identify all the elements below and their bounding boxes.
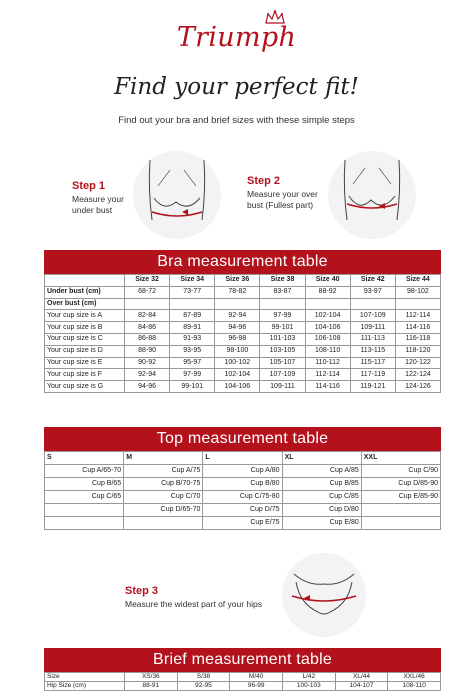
table-cell: Under bust (cm) bbox=[45, 286, 125, 298]
table-cell: 104-106 bbox=[305, 322, 350, 334]
table-cell: 92-94 bbox=[125, 369, 170, 381]
table-cell: 99-101 bbox=[260, 322, 305, 334]
table-cell bbox=[305, 298, 350, 310]
table-cell: Your cup size is C bbox=[45, 333, 125, 345]
header-cell: L bbox=[203, 452, 282, 465]
table-cell: Cup D/65-70 bbox=[124, 504, 203, 517]
table-cell: 109-111 bbox=[260, 381, 305, 393]
table-cell: 110-112 bbox=[305, 357, 350, 369]
table-cell: Cup B/80 bbox=[203, 478, 282, 491]
table-cell: Cup B/65 bbox=[45, 478, 124, 491]
table-cell: 101-103 bbox=[260, 333, 305, 345]
table-row bbox=[45, 322, 441, 334]
header-cell: Size 40 bbox=[305, 275, 350, 287]
table-cell: 104-106 bbox=[215, 381, 260, 393]
bra-table-header-row bbox=[45, 275, 441, 287]
step-3 bbox=[125, 585, 285, 610]
under-bust-illustration bbox=[130, 150, 225, 240]
header-cell: XL bbox=[282, 452, 361, 465]
table-cell: Cup B/70-75 bbox=[124, 478, 203, 491]
table-cell: 68-72 bbox=[125, 286, 170, 298]
table-cell bbox=[395, 298, 440, 310]
table-cell: Hip Size (cm) bbox=[45, 682, 125, 691]
table-row bbox=[45, 682, 441, 691]
table-cell: 83-87 bbox=[260, 286, 305, 298]
top-table-header-row bbox=[45, 452, 441, 465]
table-cell: Cup D/85-90 bbox=[361, 478, 440, 491]
table-cell: Cup A/85 bbox=[282, 465, 361, 478]
step-1-text: Measure your under bust bbox=[72, 194, 124, 215]
step-2-title: Step 2 bbox=[247, 175, 281, 187]
step-2-text: Measure your over bust (Fullest part) bbox=[247, 189, 318, 210]
table-cell: Your cup size is E bbox=[45, 357, 125, 369]
table-cell: Size bbox=[45, 673, 125, 682]
table-cell: L/42 bbox=[282, 673, 335, 682]
header-cell bbox=[45, 275, 125, 287]
table-cell: 106-108 bbox=[305, 333, 350, 345]
top-table-title: Top measurement table bbox=[44, 427, 441, 451]
header-cell: Size 44 bbox=[395, 275, 440, 287]
brief-table-grid bbox=[44, 672, 441, 691]
table-cell bbox=[124, 517, 203, 530]
table-cell: 109-111 bbox=[350, 322, 395, 334]
table-cell bbox=[45, 504, 124, 517]
table-cell bbox=[350, 298, 395, 310]
step-3-title: Step 3 bbox=[125, 585, 159, 597]
table-cell: 112-114 bbox=[305, 369, 350, 381]
table-cell: 73-77 bbox=[170, 286, 215, 298]
table-cell: Cup C/85 bbox=[282, 491, 361, 504]
table-cell: Cup D/80 bbox=[282, 504, 361, 517]
table-cell: Your cup size is B bbox=[45, 322, 125, 334]
table-cell: XS/36 bbox=[125, 673, 178, 682]
table-cell: Cup E/75 bbox=[203, 517, 282, 530]
table-cell: 90-92 bbox=[125, 357, 170, 369]
table-cell: 119-121 bbox=[350, 381, 395, 393]
top-table-grid bbox=[44, 451, 441, 530]
table-cell: 88-90 bbox=[125, 345, 170, 357]
table-cell: 98-102 bbox=[395, 286, 440, 298]
table-cell: 118-120 bbox=[395, 345, 440, 357]
table-cell: M/40 bbox=[230, 673, 283, 682]
over-bust-illustration bbox=[325, 150, 420, 240]
table-cell: 82-84 bbox=[125, 310, 170, 322]
table-cell: Cup C/90 bbox=[361, 465, 440, 478]
table-cell: 108-110 bbox=[305, 345, 350, 357]
header-cell: Size 36 bbox=[215, 275, 260, 287]
table-cell: 102-104 bbox=[215, 369, 260, 381]
table-cell: 112-114 bbox=[395, 310, 440, 322]
brief-table-title: Brief measurement table bbox=[44, 648, 441, 672]
table-cell: 97-99 bbox=[170, 369, 215, 381]
bra-measurement-table bbox=[44, 250, 441, 393]
table-cell: 88-91 bbox=[125, 682, 178, 691]
step-3-text: Measure the widest part of your hips bbox=[125, 599, 263, 609]
table-cell: 96-99 bbox=[230, 682, 283, 691]
table-cell: 84-86 bbox=[125, 322, 170, 334]
table-cell: Cup A/65-70 bbox=[45, 465, 124, 478]
table-cell: 111-113 bbox=[350, 333, 395, 345]
table-row bbox=[45, 357, 441, 369]
header-cell: S bbox=[45, 452, 124, 465]
table-cell: XL/44 bbox=[335, 673, 388, 682]
table-cell: 102-104 bbox=[305, 310, 350, 322]
table-cell: Your cup size is G bbox=[45, 381, 125, 393]
table-cell: 100-102 bbox=[215, 357, 260, 369]
table-cell: 105-107 bbox=[260, 357, 305, 369]
brand-logo: Triumph bbox=[176, 22, 297, 53]
table-cell bbox=[45, 517, 124, 530]
table-cell: 108-110 bbox=[388, 682, 441, 691]
table-cell: 93-95 bbox=[170, 345, 215, 357]
table-cell: Cup C/75-80 bbox=[203, 491, 282, 504]
table-cell: 86-88 bbox=[125, 333, 170, 345]
table-cell: Your cup size is A bbox=[45, 310, 125, 322]
table-cell: 107-109 bbox=[260, 369, 305, 381]
table-cell: Your cup size is D bbox=[45, 345, 125, 357]
header-cell: Size 34 bbox=[170, 275, 215, 287]
table-cell: 115-117 bbox=[350, 357, 395, 369]
table-cell: 91-93 bbox=[170, 333, 215, 345]
table-cell: Cup A/75 bbox=[124, 465, 203, 478]
table-cell: Cup A/80 bbox=[203, 465, 282, 478]
table-cell: 94-96 bbox=[125, 381, 170, 393]
table-row bbox=[45, 478, 441, 491]
table-cell: 120-122 bbox=[395, 357, 440, 369]
header-cell: XXL bbox=[361, 452, 440, 465]
table-cell: Cup E/80 bbox=[282, 517, 361, 530]
table-cell: 116-118 bbox=[395, 333, 440, 345]
table-row bbox=[45, 369, 441, 381]
table-cell: 114-116 bbox=[305, 381, 350, 393]
header-cell: Size 32 bbox=[125, 275, 170, 287]
hip-illustration bbox=[278, 552, 370, 638]
table-cell: 97-99 bbox=[260, 310, 305, 322]
table-cell: 88-92 bbox=[305, 286, 350, 298]
table-row bbox=[45, 333, 441, 345]
page-title: Find your perfect fit! bbox=[114, 74, 359, 100]
top-measurement-table bbox=[44, 427, 441, 530]
table-row bbox=[45, 286, 441, 298]
table-cell: 89-91 bbox=[170, 322, 215, 334]
page-subtitle: Find out your bra and brief sizes with these simple steps bbox=[118, 115, 355, 126]
table-cell bbox=[125, 298, 170, 310]
header-cell: Size 38 bbox=[260, 275, 305, 287]
table-cell: 103-105 bbox=[260, 345, 305, 357]
table-cell: 122-124 bbox=[395, 369, 440, 381]
table-cell bbox=[260, 298, 305, 310]
table-cell: 95-97 bbox=[170, 357, 215, 369]
table-cell: 113-115 bbox=[350, 345, 395, 357]
bra-table-title: Bra measurement table bbox=[44, 250, 441, 274]
table-cell: 92-94 bbox=[215, 310, 260, 322]
table-cell: Cup D/75 bbox=[203, 504, 282, 517]
table-cell: Cup C/70 bbox=[124, 491, 203, 504]
table-cell: Cup E/85-90 bbox=[361, 491, 440, 504]
table-row bbox=[45, 491, 441, 504]
step-2 bbox=[247, 175, 327, 211]
table-cell: 87-89 bbox=[170, 310, 215, 322]
table-cell bbox=[215, 298, 260, 310]
table-cell: 93-97 bbox=[350, 286, 395, 298]
table-cell: Cup C/65 bbox=[45, 491, 124, 504]
table-cell: 92-95 bbox=[177, 682, 230, 691]
table-row bbox=[45, 465, 441, 478]
step-1-title: Step 1 bbox=[72, 180, 106, 192]
table-cell: 100-103 bbox=[282, 682, 335, 691]
table-cell: 98-100 bbox=[215, 345, 260, 357]
header-cell: M bbox=[124, 452, 203, 465]
table-row bbox=[45, 517, 441, 530]
table-cell: 94-96 bbox=[215, 322, 260, 334]
table-cell: Over bust (cm) bbox=[45, 298, 125, 310]
table-cell: 124-126 bbox=[395, 381, 440, 393]
table-cell: Your cup size is F bbox=[45, 369, 125, 381]
bra-table-grid bbox=[44, 274, 441, 393]
table-row bbox=[45, 310, 441, 322]
table-cell: 99-101 bbox=[170, 381, 215, 393]
table-row bbox=[45, 298, 441, 310]
table-cell: 96-98 bbox=[215, 333, 260, 345]
table-cell: 114-116 bbox=[395, 322, 440, 334]
table-row bbox=[45, 345, 441, 357]
table-cell: 117-119 bbox=[350, 369, 395, 381]
table-cell: XXL/46 bbox=[388, 673, 441, 682]
table-cell bbox=[361, 517, 440, 530]
table-row bbox=[45, 673, 441, 682]
table-cell: Cup B/85 bbox=[282, 478, 361, 491]
table-row bbox=[45, 381, 441, 393]
brief-measurement-table bbox=[44, 648, 441, 691]
table-cell bbox=[170, 298, 215, 310]
table-row bbox=[45, 504, 441, 517]
table-cell: 78-82 bbox=[215, 286, 260, 298]
table-cell: 104-107 bbox=[335, 682, 388, 691]
table-cell: S/38 bbox=[177, 673, 230, 682]
table-cell: 107-109 bbox=[350, 310, 395, 322]
table-cell bbox=[361, 504, 440, 517]
header-cell: Size 42 bbox=[350, 275, 395, 287]
